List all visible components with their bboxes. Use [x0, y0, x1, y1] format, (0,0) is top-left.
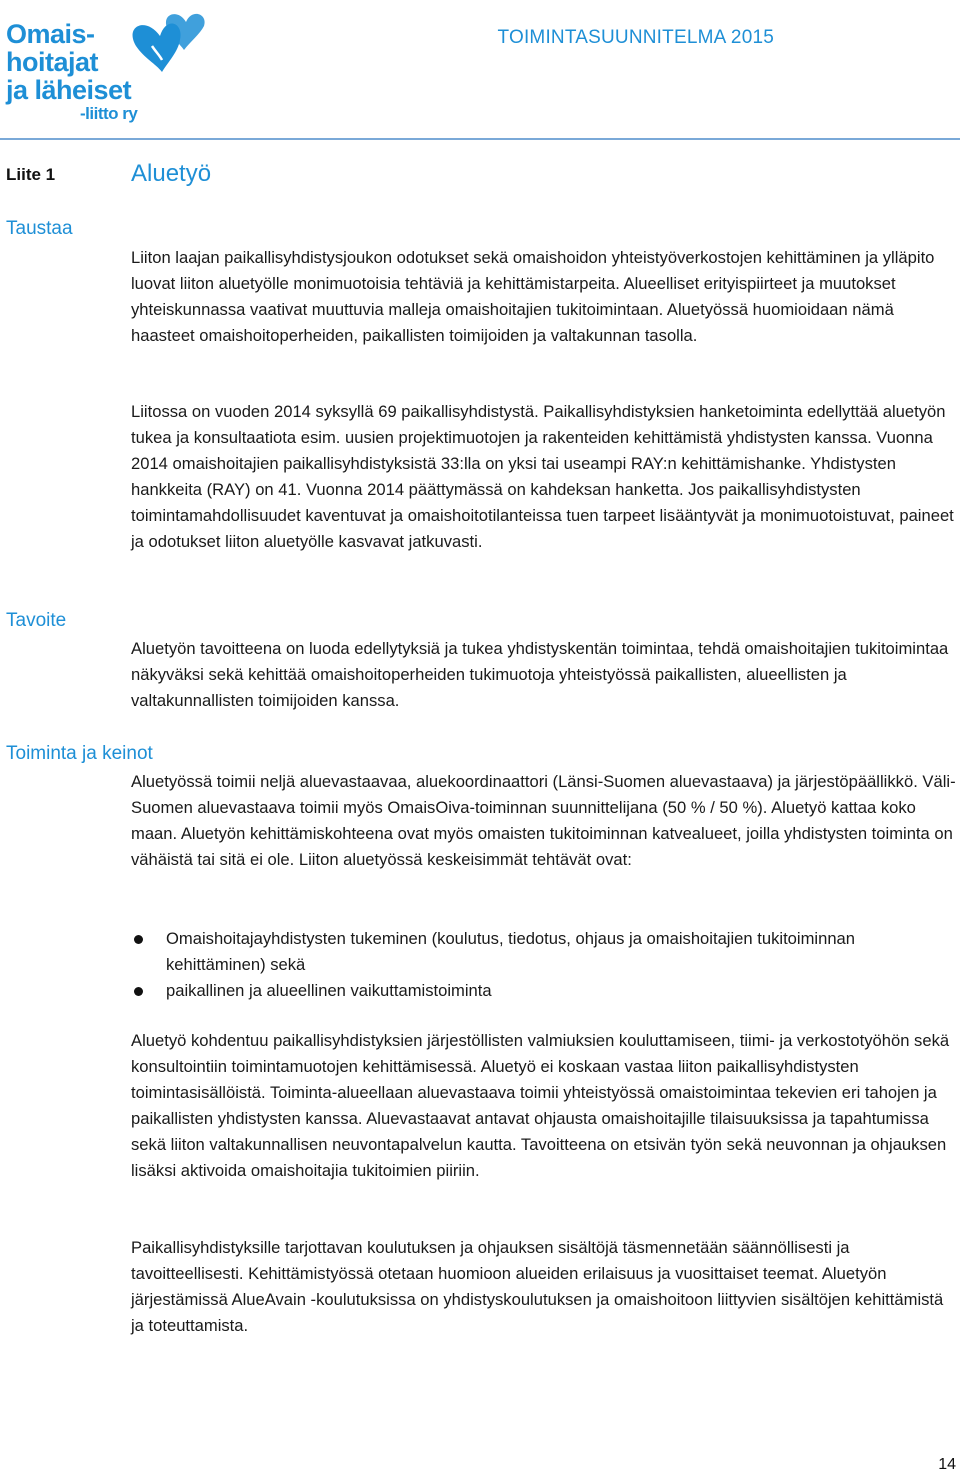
tasks-bullet-list: [131, 926, 956, 1004]
page-number: 14: [938, 1456, 956, 1473]
toiminta-paragraph-2: [131, 1028, 956, 1184]
bullet-icon: [134, 935, 143, 944]
toiminta-text-3: Paikallisyhdistyksille tarjottavan koulutuksen ja ohjauksen sisältöjä täsmennetään säännöllisesti ja tavoitteellisesti. Kehittämistyössä otetaan huomioon alueiden erilaisuus ja vuosittaiset teemat. Aluetyön järjestämissä AlueAvain -koulutuksissa on yhdistyskoulutuksen ja omaishoitoon liittyvien sisältöjen kehittämistä ja toteuttamista.: [131, 1238, 944, 1335]
taustaa-paragraph-1: [131, 245, 956, 349]
heading-toiminta-ja-keinot: Toiminta ja keinot: [6, 743, 153, 764]
bullet-icon: [134, 987, 143, 996]
page-title: Aluetyö: [131, 160, 212, 187]
logo-text: [6, 20, 137, 124]
tavoite-text: Aluetyön tavoitteena on luoda edellytyksiä ja tukea yhdistyskentän toimintaa, tehdä omaishoitajien tukitoimintaa näkyväksi sekä kehittää omaishoitoperheiden tukimuotoja yhteistyössä paikallisten, alueellisten ja valtakunnallisten toimijoiden kanssa.: [131, 639, 949, 710]
list-item-text: Omaishoitajayhdistysten tukeminen (koulutus, tiedotus, ohjaus ja omaishoitajien tukitoiminnan kehittäminen) sekä: [166, 929, 856, 974]
toiminta-text-2: Aluetyö kohdentuu paikallisyhdistyksien järjestöllisten valmiuksien kouluttamiseen, tiimi- ja verkostotyöhön sekä konsultointiin toimintamuotojen kehittämisessä. Aluetyö ei koskaan vastaa liiton paikallisyhdistysten toimintasisällöistä. Toiminta-alueellaan aluevastaava toimii yhteistyössä omaistoimintaa tekevien eri tahojen ja paikallisten yhdistysten kanssa. Aluevastaavat antavat ohjausta omaishoitajille tilaisuuksissa ja tapahtumissa sekä liiton valtakunnallisen neuvontapalvelun kautta. Tavoitteena on etsivän työn sekä neuvonnan ja ohjauksen lisäksi aktivoida omaishoitajia tukitoimien piiriin.: [131, 1031, 950, 1180]
toiminta-paragraph-3: [131, 1235, 956, 1339]
tavoite-paragraph: [131, 636, 956, 714]
logo-line-1: Omais-: [6, 19, 95, 49]
toiminta-text-1: Aluetyössä toimii neljä aluevastaavaa, aluekoordinaattori (Länsi-Suomen aluevastaava) ja järjestöpäällikkö. Väli-Suomen aluevastaava toimii myös OmaisOiva-toiminnan suunnittelijana (50 % / 50 %). Aluetyö kattaa koko maan. Aluetyön kehittämiskohteena ovat myös omaisten tukitoiminnan katvealueet, joilla yhdistysten toiminta on vähäistä tai sitä ei ole. Liiton aluetyössä keskeisimmät tehtävät ovat:: [131, 772, 956, 869]
taustaa-paragraph-2: [131, 399, 956, 555]
logo-line-4: -liitto ry: [80, 104, 138, 123]
annex-label: Liite 1: [6, 165, 56, 184]
logo: [6, 6, 211, 130]
heading-tavoite: Tavoite: [6, 610, 67, 631]
logo-line-3: ja läheiset: [6, 75, 132, 105]
header-divider: [0, 138, 960, 140]
taustaa-text-2: Liitossa on vuoden 2014 syksyllä 69 paikallisyhdistystä. Paikallisyhdistyksien hanketoiminta edellyttää aluetyön tukea ja konsultaatiota esim. uusien projektimuotojen ja rakenteiden kehittämistä yhdistysten kanssa. Vuonna 2014 omaishoitajien paikallisyhdistyksistä 33:lla on yksi tai useampi RAY:n kehittämishanke. Yhdistysten hankkeita (RAY) on 41. Vuonna 2014 päättymässä on kahdeksan hanketta. Jos paikallisyhdistysten toimintamahdollisuudet kaventuvat ja omaishoitotilanteissa tuen tarpeet lisääntyvät ja monimuotoistuvat, paineet ja odotukset liiton aluetyölle kasvavat jatkuvasti.: [131, 402, 954, 551]
logo-line-2: hoitajat: [6, 47, 99, 77]
document-title: TOIMINTASUUNNITELMA 2015: [497, 27, 774, 48]
list-item-text: paikallinen ja alueellinen vaikuttamistoiminta: [166, 981, 492, 1000]
taustaa-text-1: Liiton laajan paikallisyhdistysjoukon odotukset sekä omaishoidon yhteistyöverkostojen kehittäminen ja ylläpito luovat liiton aluetyölle monimuotoisia tehtäviä ja kehittämistarpeita. Alueelliset erityispiirteet ja muutokset yhteiskunnassa vaativat muuttuvia malleja omaishoitajien tukitoimintaan. Aluetyössä huomioidaan nämä haasteet omaishoitoperheiden, paikallisten toimijoiden ja valtakunnan tasolla.: [131, 248, 935, 345]
heading-taustaa: Taustaa: [6, 218, 73, 239]
toiminta-paragraph-1: [131, 769, 956, 873]
list-item: [131, 926, 956, 978]
list-item: [131, 978, 956, 1004]
